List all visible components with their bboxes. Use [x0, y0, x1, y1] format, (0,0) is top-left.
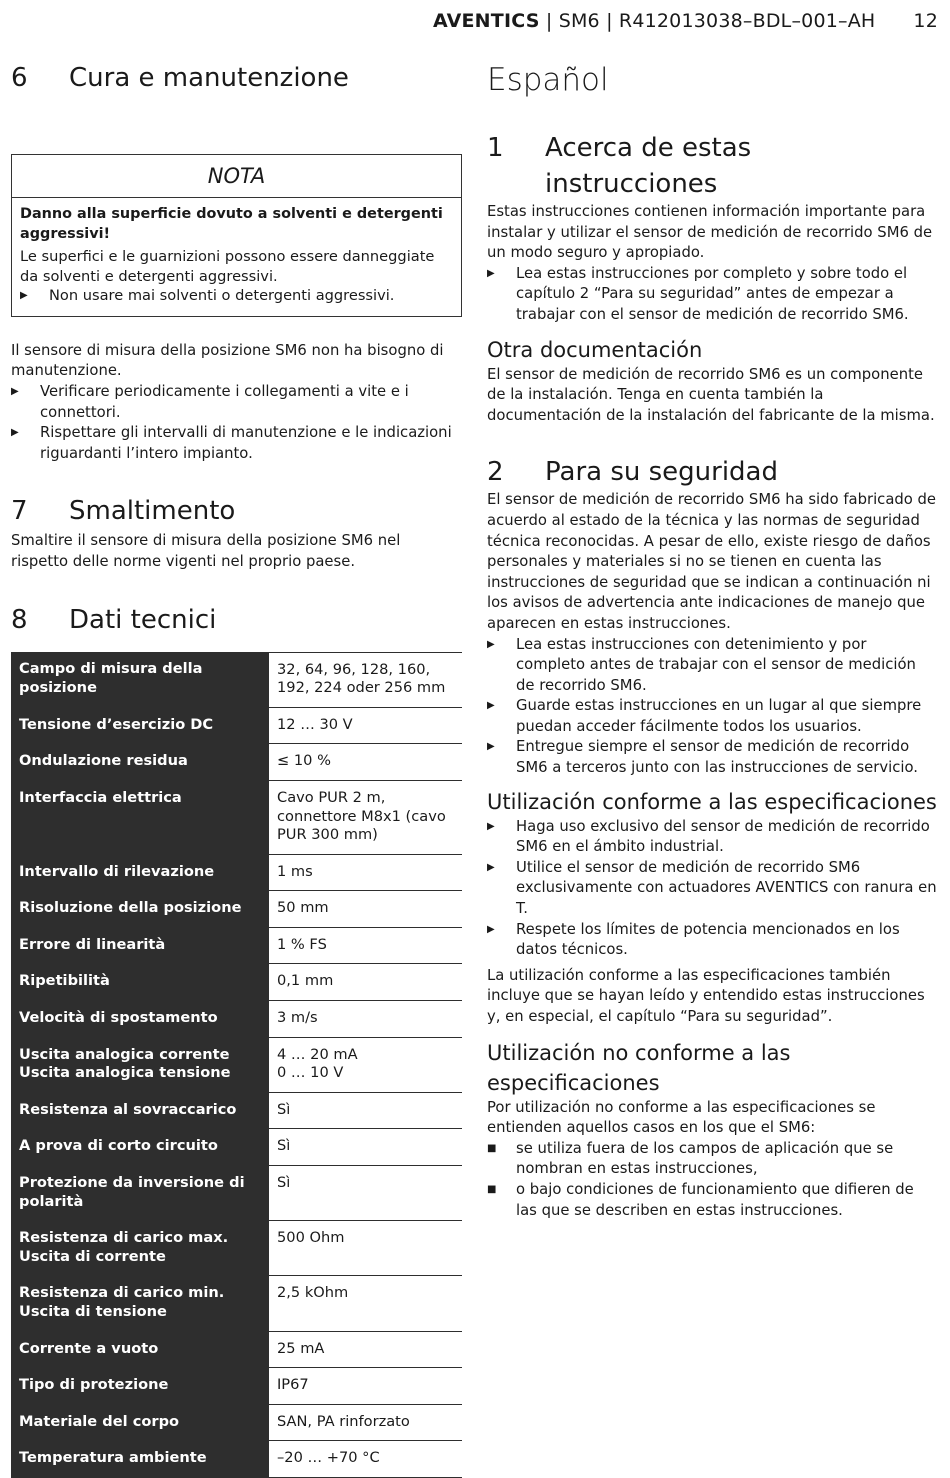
spec-value: Cavo PUR 2 m, connettore M8x1 (cavo PUR 300 mm) [269, 780, 462, 854]
section-2-heading [487, 454, 939, 490]
spec-value: IP67 [269, 1368, 462, 1405]
section-8-heading [11, 602, 462, 638]
notice-text: Le superfici e le guarnizioni possono essere danneggiate da solventi e detergenti aggressivi. [20, 248, 435, 285]
spec-value: 4 … 20 mA 0 … 10 V [269, 1037, 462, 1092]
list-item [487, 1139, 939, 1180]
spec-label: Intervallo di rilevazione [11, 854, 269, 891]
triangle-right-icon: ▶ [487, 700, 495, 712]
notice-warning: Danno alla superficie dovuto a solventi e detergenti aggressivi! [20, 206, 443, 242]
section-title [545, 130, 751, 202]
bullet-text: Lea estas instrucciones por completo y sobre todo el capítulo 2 “Para su seguridad” antes de empezar a trabajar con el sensor de medición de recorrido SM6. [516, 264, 909, 323]
section-title-line: instrucciones [545, 169, 718, 199]
spec-value: 0,1 mm [269, 964, 462, 1001]
list-item [11, 423, 462, 464]
spec-value: 32, 64, 96, 128, 160, 192, 224 oder 256 mm [269, 652, 462, 707]
list-item [487, 920, 939, 961]
table-row [11, 652, 462, 707]
page-number: 12 [913, 10, 938, 32]
spec-label: Resistenza al sovraccarico [11, 1092, 269, 1129]
triangle-right-icon: ▶ [487, 861, 495, 873]
triangle-right-icon: ▶ [20, 290, 28, 302]
list-item [487, 696, 939, 737]
notice-box [11, 154, 462, 317]
spec-label: Protezione da inversione di polarità [11, 1166, 269, 1221]
table-row [11, 891, 462, 928]
spec-label: Materiale del corpo [11, 1404, 269, 1441]
spec-label: Resistenza di carico max. Uscita di corrente [11, 1221, 269, 1276]
bullet-text: Entregue siempre el sensor de medición de recorrido SM6 a terceros junto con las instrucciones de servicio. [516, 738, 918, 777]
section-number: 1 [487, 133, 504, 163]
bullet-text: Lea estas instrucciones con detenimiento y por completo antes de trabajar con el sensor de medición de recorrido SM6. [516, 635, 916, 694]
list-item [487, 817, 939, 858]
triangle-right-icon: ▶ [487, 820, 495, 832]
spec-label: A prova di corto circuito [11, 1129, 269, 1166]
spec-value: 25 mA [269, 1331, 462, 1368]
spec-value: 2,5 kOhm [269, 1276, 462, 1331]
spec-value: 50 mm [269, 891, 462, 928]
disposal-paragraph: Smaltire il sensore di misura della posizione SM6 nel rispetto delle norme vigenti nel proprio paese. [11, 532, 401, 570]
table-row [11, 964, 462, 1001]
bullet-text: se utiliza fuera de los campos de aplicación que se nombran en estas instrucciones, [516, 1139, 894, 1178]
spec-value: 12 … 30 V [269, 707, 462, 744]
maintenance-paragraph: Il sensore di misura della posizione SM6 non ha bisogno di manutenzione. [11, 341, 444, 380]
table-row [11, 1037, 462, 1092]
section-number: 2 [487, 457, 504, 488]
triangle-right-icon: ▶ [487, 638, 495, 650]
square-icon: ■ [487, 1183, 497, 1195]
notice-bullet [20, 286, 453, 307]
table-row [11, 1404, 462, 1441]
notice-heading: NOTA [12, 155, 461, 198]
notice-body [12, 198, 461, 316]
table-row [11, 854, 462, 891]
section-title: Para su seguridad [545, 457, 778, 488]
other-documentation-paragraph: El sensor de medición de recorrido SM6 es un componente de la instalación. Tenga en cuenta también la documentación de la instalación del fabricante de la misma. [487, 365, 935, 424]
spec-label: Corrente a vuoto [11, 1331, 269, 1368]
bullet-text: Rispettare gli intervalli di manutenzione e le indicazioni riguardanti l’intero impianto. [40, 424, 452, 462]
section-title-line: Acerca de estas [545, 133, 752, 163]
table-row [11, 1129, 462, 1166]
list-item [11, 382, 462, 423]
section-1-heading [487, 130, 939, 202]
spec-label: Interfaccia elettrica [11, 780, 269, 854]
spec-label: Ripetibilità [11, 964, 269, 1001]
spec-value: Sì [269, 1166, 462, 1221]
spec-label: Velocità di spostamento [11, 1001, 269, 1038]
table-row [11, 1166, 462, 1221]
bullet-text: Non usare mai solventi o detergenti aggressivi. [49, 287, 395, 305]
table-row [11, 707, 462, 744]
bullet-text: Guarde estas instrucciones en un lugar al que siempre puedan acceder fácilmente todos los usuarios. [516, 697, 922, 735]
spec-label: Campo di misura della posizione [11, 652, 269, 707]
spec-value: –20 … +70 °C [269, 1441, 462, 1478]
spec-value: SAN, PA rinforzato [269, 1404, 462, 1441]
bullet-text: Haga uso exclusivo del sensor de medición de recorrido SM6 en el ámbito industrial. [516, 817, 930, 856]
section-number: 6 [11, 63, 28, 93]
improper-use-paragraph: Por utilización no conforme a las especificaciones se entienden aquellos casos en los que el SM6: [487, 1098, 876, 1137]
bullet-text: o bajo condiciones de funcionamiento que difieren de las que se describen en estas instrucciones. [516, 1180, 914, 1219]
intro-paragraph: Estas instrucciones contienen información importante para instalar y utilizar el sensor de medición de recorrido SM6 de un modo seguro y apropiado. [487, 203, 933, 262]
spec-value: 3 m/s [269, 1001, 462, 1038]
table-row [11, 1331, 462, 1368]
triangle-right-icon: ▶ [487, 267, 495, 279]
triangle-right-icon: ▶ [11, 385, 19, 397]
section-title: Smaltimento [69, 496, 236, 527]
intended-use-paragraph: La utilización conforme a las especificaciones también incluye que se hayan leído y entendido estas instrucciones y, en especial, el capítulo “Para su seguridad”. [487, 966, 925, 1025]
list-item [487, 1180, 939, 1221]
section-7-heading [11, 493, 462, 529]
table-row [11, 780, 462, 854]
intended-use-heading: Utilización conforme a las especificaciones [487, 789, 937, 814]
section-6-heading [11, 60, 462, 96]
left-column [11, 60, 462, 1478]
spec-label: Ondulazione residua [11, 744, 269, 781]
spec-label: Temperatura ambiente [11, 1441, 269, 1478]
spec-value: 1 ms [269, 854, 462, 891]
spec-value: 1 % FS [269, 927, 462, 964]
table-row [11, 1276, 462, 1331]
list-item [487, 737, 939, 778]
table-row [11, 1092, 462, 1129]
spec-label: Resistenza di carico min. Uscita di tensione [11, 1276, 269, 1331]
spec-label: Uscita analogica corrente Uscita analogica tensione [11, 1037, 269, 1092]
list-item [487, 858, 939, 920]
page-header [0, 10, 938, 32]
table-row [11, 1001, 462, 1038]
document-reference: | SM6 | R412013038–BDL–001–AH [539, 10, 876, 32]
language-title: Español [487, 62, 609, 98]
spec-label: Tipo di protezione [11, 1368, 269, 1405]
safety-paragraph: El sensor de medición de recorrido SM6 ha sido fabricado de acuerdo al estado de la técnica y las normas de seguridad técnica reconocidas. A pesar de ello, existe riesgo de daños personales y materiales si no se tienen en cuenta las instrucciones de seguridad que se indican a continuación ni los avisos de advertencia ante indicaciones de manejo que aparecen en estas instrucciones. [487, 491, 937, 632]
table-row [11, 744, 462, 781]
spec-value: Sì [269, 1129, 462, 1166]
list-item [487, 264, 939, 326]
spec-label: Risoluzione della posizione [11, 891, 269, 928]
triangle-right-icon: ▶ [487, 741, 495, 753]
right-column [487, 60, 939, 1221]
triangle-right-icon: ▶ [487, 923, 495, 935]
table-row [11, 1441, 462, 1478]
bullet-text: Respete los límites de potencia mencionados en los datos técnicos. [516, 920, 900, 959]
section-number: 8 [11, 604, 28, 635]
bullet-text: Verificare periodicamente i collegamenti a vite e i connettori. [40, 382, 409, 421]
table-row [11, 927, 462, 964]
square-icon: ■ [487, 1142, 497, 1154]
spec-value: 500 Ohm [269, 1221, 462, 1276]
other-documentation-heading: Otra documentación [487, 337, 703, 362]
table-row [11, 1368, 462, 1405]
spec-label: Errore di linearità [11, 927, 269, 964]
section-title: Cura e manutenzione [69, 63, 349, 93]
technical-data-table [11, 652, 462, 1478]
brand-name: AVENTICS [432, 10, 540, 32]
section-number: 7 [11, 496, 28, 527]
table-row [11, 1221, 462, 1276]
triangle-right-icon: ▶ [11, 427, 19, 439]
bullet-text: Utilice el sensor de medición de recorrido SM6 exclusivamente con actuadores AVENTICS con ranura en T. [516, 858, 937, 918]
section-title: Dati tecnici [69, 604, 217, 635]
list-item [487, 635, 939, 697]
improper-use-heading: Utilización no conforme a las especificaciones [487, 1040, 791, 1095]
spec-value: ≤ 10 % [269, 744, 462, 781]
spec-value: Sì [269, 1092, 462, 1129]
spec-label: Tensione d’esercizio DC [11, 707, 269, 744]
